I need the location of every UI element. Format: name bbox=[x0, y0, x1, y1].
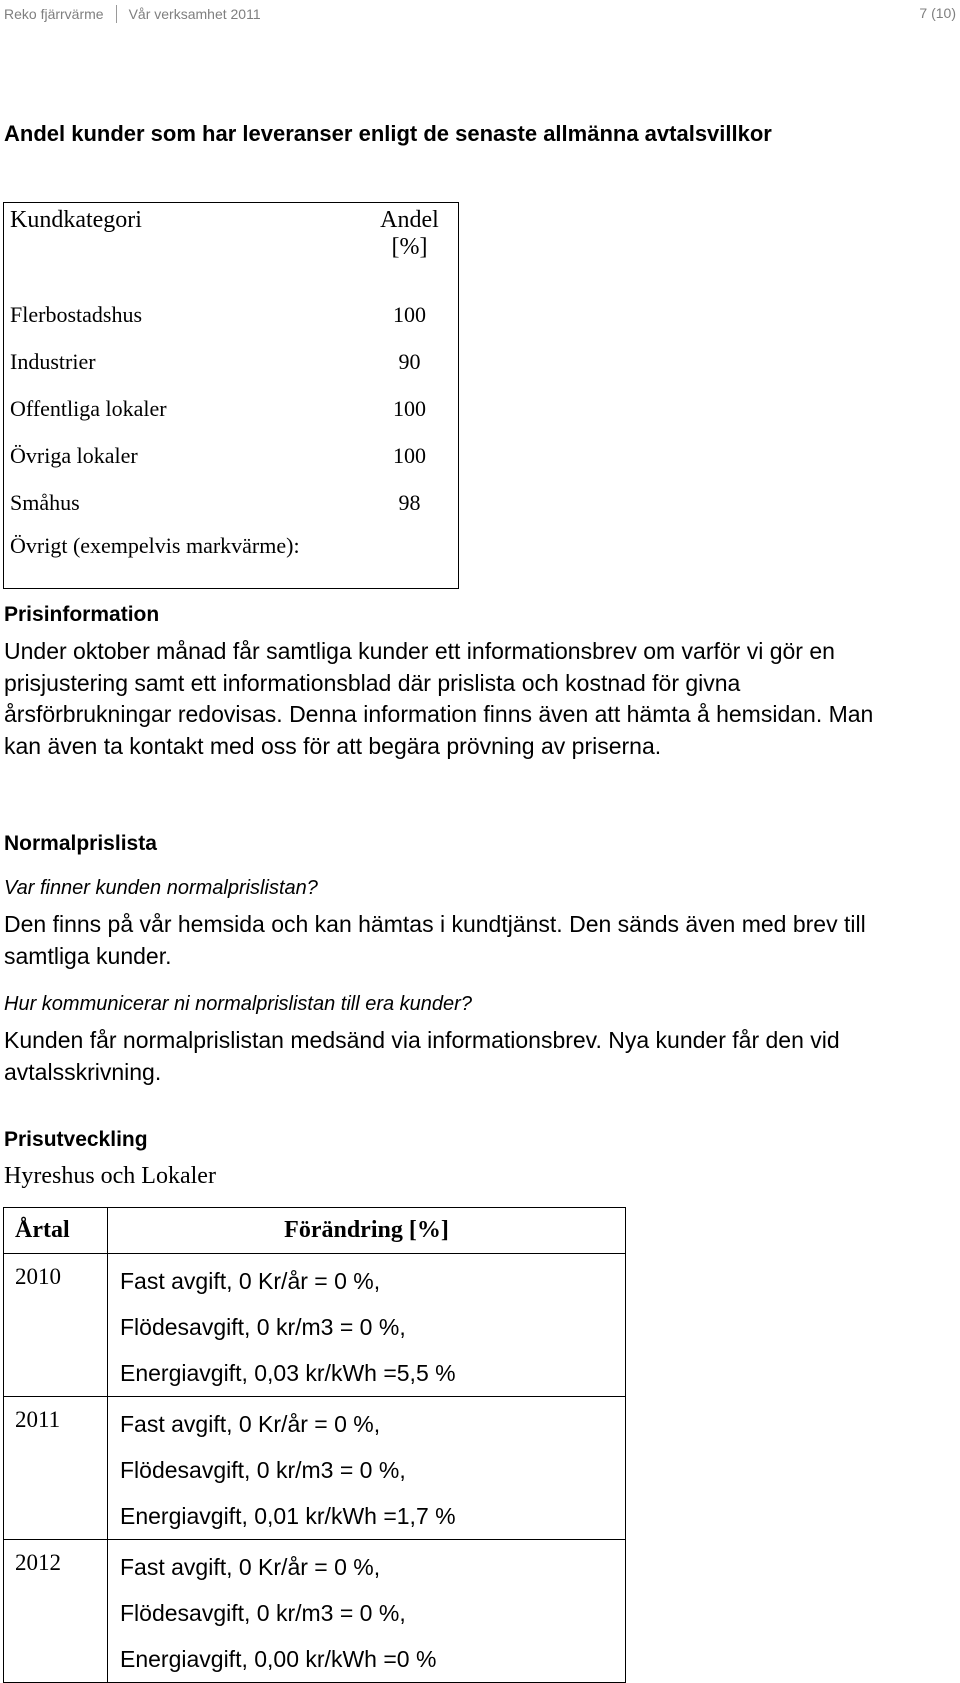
table-row bbox=[4, 526, 459, 589]
share-cell: 100 bbox=[361, 291, 459, 338]
category-cell: Övriga lokaler bbox=[4, 432, 362, 479]
table-row bbox=[4, 291, 459, 338]
change-line: Fast avgift, 0 Kr/år = 0 %, bbox=[120, 1411, 381, 1437]
change-line: Fast avgift, 0 Kr/år = 0 %, bbox=[120, 1554, 381, 1580]
header-divider bbox=[116, 5, 117, 23]
price-development-table bbox=[3, 1207, 626, 1683]
change-cell bbox=[108, 1254, 626, 1397]
year-cell: 2011 bbox=[4, 1397, 108, 1540]
header-share: Andel [%] bbox=[361, 203, 459, 292]
change-line: Energiavgift, 0,01 kr/kWh =1,7 % bbox=[120, 1503, 456, 1529]
price-info-text: Under oktober månad får samtliga kunder ett informationsbrev om varför vi gör en prisjustering samt ett informationsblad där prislista och kostnad för givna årsförbrukningar redovisas. Denna information finns även att hämta å hemsidan. Man kan även ta kontakt med oss för att begära prövning av priserna. bbox=[4, 638, 874, 759]
change-line: Energiavgift, 0,03 kr/kWh =5,5 % bbox=[120, 1360, 456, 1386]
table-row bbox=[4, 338, 459, 385]
category-cell: Offentliga lokaler bbox=[4, 385, 362, 432]
table-row bbox=[4, 1540, 626, 1683]
category-cell: Småhus bbox=[4, 479, 362, 526]
share-cell: 100 bbox=[361, 432, 459, 479]
share-cell: 98 bbox=[361, 479, 459, 526]
question-1: Var finner kunden normalprislistan? bbox=[4, 877, 318, 899]
change-line: Flödesavgift, 0 kr/m3 = 0 %, bbox=[120, 1600, 406, 1626]
header-left bbox=[4, 5, 261, 23]
table-header-row bbox=[4, 203, 459, 292]
price-development-heading: Prisutveckling bbox=[4, 1128, 148, 1151]
page-number: 7 (10) bbox=[919, 5, 956, 21]
share-cell: 100 bbox=[361, 385, 459, 432]
page-header bbox=[4, 3, 956, 27]
change-cell bbox=[108, 1397, 626, 1540]
header-change: Förändring [%] bbox=[108, 1208, 626, 1254]
answer-2: Kunden får normalprislistan medsänd via informationsbrev. Nya kunder får den vid avtalsskrivning. bbox=[4, 1027, 840, 1085]
share-cell bbox=[361, 526, 459, 589]
price-development-subtitle: Hyreshus och Lokaler bbox=[4, 1163, 216, 1189]
normal-price-list-heading: Normalprislista bbox=[4, 832, 157, 855]
table-row bbox=[4, 432, 459, 479]
share-cell: 90 bbox=[361, 338, 459, 385]
change-line: Flödesavgift, 0 kr/m3 = 0 %, bbox=[120, 1314, 406, 1340]
change-line: Flödesavgift, 0 kr/m3 = 0 %, bbox=[120, 1457, 406, 1483]
change-line: Energiavgift, 0,00 kr/kWh =0 % bbox=[120, 1646, 437, 1672]
customer-category-table bbox=[3, 202, 459, 589]
change-line: Fast avgift, 0 Kr/år = 0 %, bbox=[120, 1268, 381, 1294]
table-row bbox=[4, 385, 459, 432]
answer-1: Den finns på vår hemsida och kan hämtas i kundtjänst. Den sänds även med brev till samtliga kunder. bbox=[4, 911, 866, 969]
year-cell: 2012 bbox=[4, 1540, 108, 1683]
price-info-heading: Prisinformation bbox=[4, 603, 160, 626]
year-cell: 2010 bbox=[4, 1254, 108, 1397]
category-cell: Flerbostadshus bbox=[4, 291, 362, 338]
table-row bbox=[4, 1254, 626, 1397]
question-2: Hur kommunicerar ni normalprislistan till era kunder? bbox=[4, 993, 472, 1015]
table-row bbox=[4, 1397, 626, 1540]
company-name: Reko fjärrvärme bbox=[4, 6, 104, 22]
table-header-row bbox=[4, 1208, 626, 1254]
category-cell: Övrigt (exempelvis markvärme): bbox=[4, 526, 362, 589]
customers-heading: Andel kunder som har leveranser enligt de senaste allmänna avtalsvillkor bbox=[4, 121, 772, 146]
document-title: Vår verksamhet 2011 bbox=[128, 6, 261, 22]
change-cell bbox=[108, 1540, 626, 1683]
category-cell: Industrier bbox=[4, 338, 362, 385]
header-category: Kundkategori bbox=[4, 203, 362, 292]
table-row bbox=[4, 479, 459, 526]
header-year: Årtal bbox=[4, 1208, 108, 1254]
